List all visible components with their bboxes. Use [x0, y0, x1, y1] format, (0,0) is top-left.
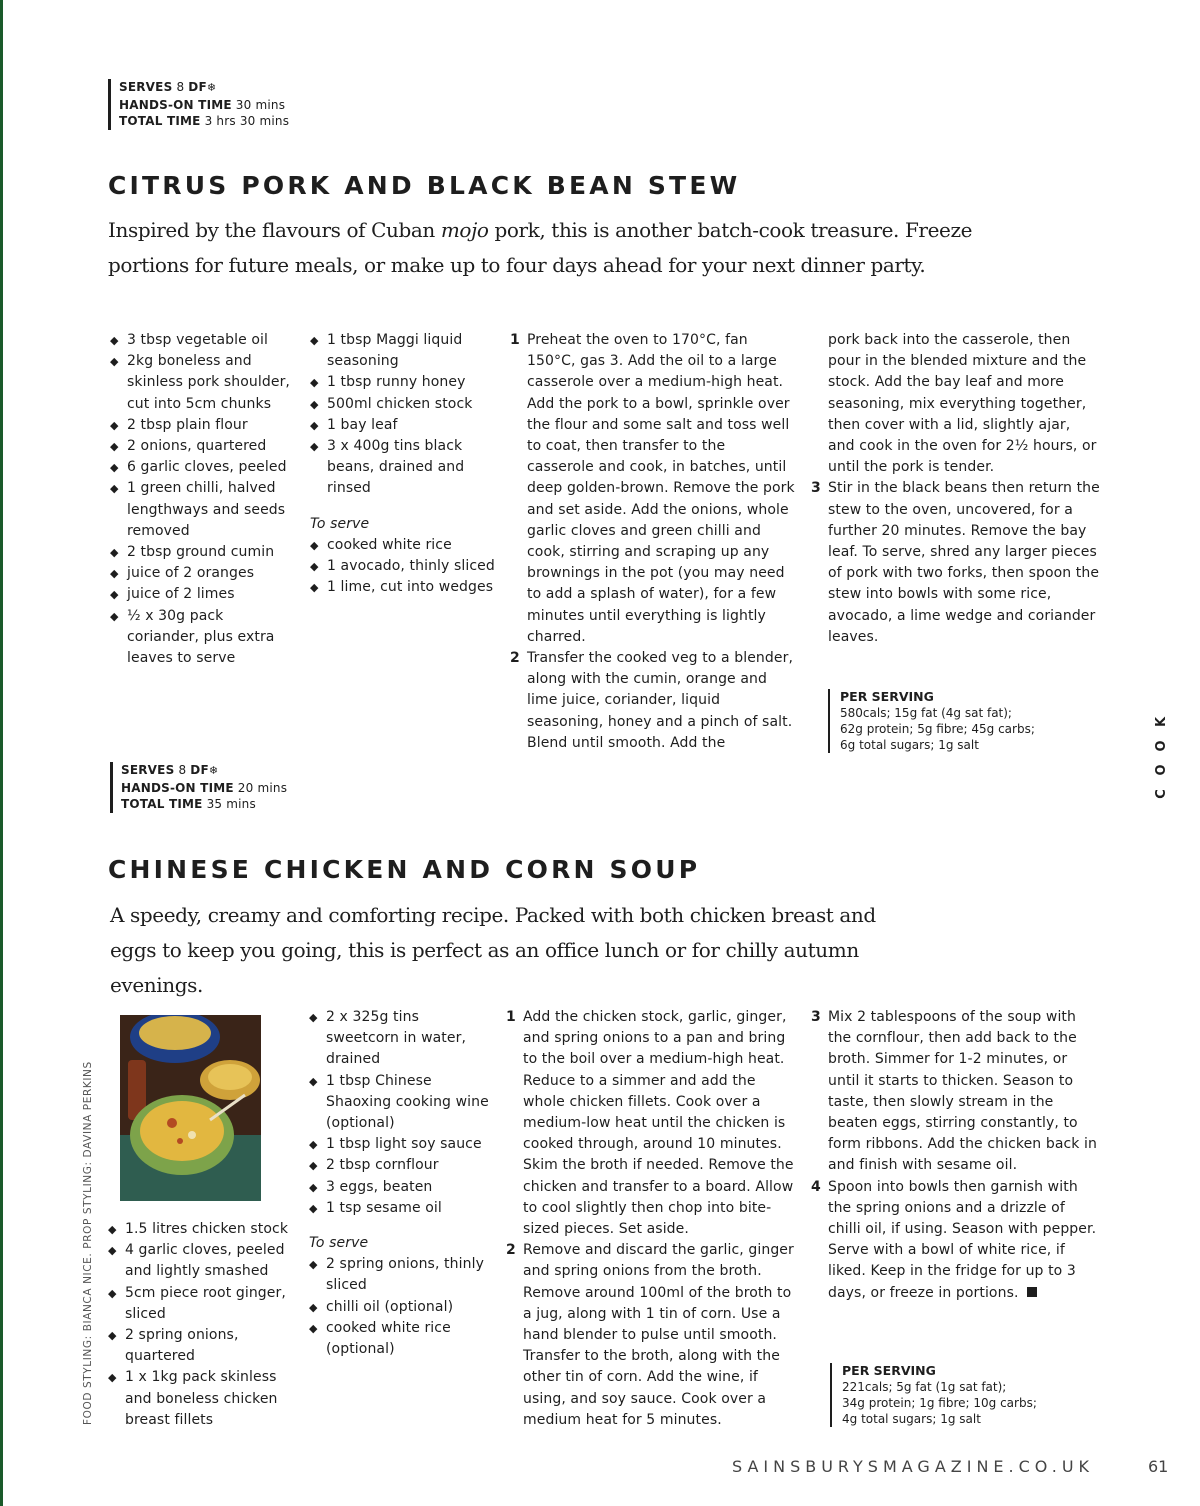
- ingredient-item: ◆ 1 green chilli, halved lengthways and seeds removed: [110, 478, 295, 542]
- footer-website: SAINSBURYSMAGAZINE.CO.UK: [732, 1457, 1095, 1476]
- recipe2-title: CHINESE CHICKEN AND CORN SOUP: [108, 855, 701, 884]
- recipe2-intro: A speedy, creamy and comforting recipe. Packed with both chicken breast and eggs to keep you going, this is perfect as an office lunch or for chilly autumn evenings.: [110, 903, 876, 997]
- photo-credit: FOOD STYLING: BIANCA NICE. PROP STYLING: DAVINA PERKINS: [82, 1061, 94, 1425]
- ingredient-item: ◆ 1 lime, cut into wedges: [310, 577, 495, 598]
- ingredient-item: ◆ 4 garlic cloves, peeled and lightly smashed: [108, 1240, 298, 1282]
- method-step: 2 Remove and discard the garlic, ginger and spring onions from the broth. Remove around 100ml of the broth to a jug, along with 1 tin of corn. Use a hand blender to pulse until smooth. Transfer to the broth, along with the other tin of corn. Add the wine, if using, and soy sauce. Cook over a medium heat for 5 minutes.: [506, 1242, 794, 1428]
- ingredient-item: ◆ 3 tbsp vegetable oil: [110, 330, 295, 351]
- recipe2-meta: SERVES 8 DF❄ HANDS-ON TIME 20 mins TOTAL TIME 35 mins: [110, 762, 287, 813]
- ingredient-item: ◆ 1 tbsp Maggi liquid seasoning: [310, 330, 495, 372]
- ingredient-item: ◆ juice of 2 oranges: [110, 563, 295, 584]
- method-step-continued: pork back into the casserole, then pour in the blended mixture and the stock. Add the bay leaf and more seasoning, mix everything together, then cover with a lid, slightly ajar, and cook in the oven for 2½ hours, or until the pork is tender.: [828, 332, 1097, 476]
- ingredient-item: ◆ juice of 2 limes: [110, 584, 295, 605]
- method-step: 3 Stir in the black beans then return the stew to the oven, uncovered, for a further 20 minutes. Remove the bay leaf. To serve, shred any larger pieces of pork with two forks, then spoon the stew into bowls with some rice, avocado, a lime wedge and coriander leaves.: [811, 480, 1100, 645]
- recipe1-nutrition: PER SERVING 580cals; 15g fat (4g sat fat); 62g protein; 5g fibre; 45g carbs; 6g total sugars; 1g salt: [828, 689, 1035, 753]
- ingredient-item: ◆ cooked white rice: [310, 535, 495, 556]
- ingredient-item: ◆ 2 tbsp ground cumin: [110, 542, 295, 563]
- soup-photo: [120, 1015, 261, 1201]
- method-step: 4 Spoon into bowls then garnish with the spring onions and a drizzle of chilli oil, if using. Season with pepper. Serve with a bowl of white rice, if liked. Keep in the fridge for up to 3 days, or freeze in portions.: [811, 1178, 1097, 1301]
- method-step: 2 Transfer the cooked veg to a blender, along with the cumin, orange and lime juice, coriander, liquid seasoning, honey and a pinch of salt. Blend until smooth. Add the: [510, 650, 793, 751]
- ingredient-item: ◆ 3 x 400g tins black beans, drained and rinsed: [310, 436, 495, 500]
- ingredient-item: ◆ 1.5 litres chicken stock: [108, 1219, 298, 1240]
- recipe2-method-col2: [811, 1007, 1101, 1304]
- ingredient-item: ◆ 1 tbsp light soy sauce: [309, 1134, 494, 1155]
- method-step: 1 Add the chicken stock, garlic, ginger, and spring onions to a pan and bring to the boil over a medium-high heat. Reduce to a simmer and add the whole chicken fillets. Cook over a medium-low heat until the chicken is cooked through, around 10 minutes. Skim the broth if needed. Remove the chicken and transfer to a board. Allow to cool slightly then chop into bite-sized pieces. Set aside.: [506, 1009, 794, 1238]
- ingredient-item: ◆ 1 x 1kg pack skinless and boneless chicken breast fillets: [108, 1367, 298, 1431]
- ingredient-item: ◆ 1 tbsp Chinese Shaoxing cooking wine (optional): [309, 1071, 494, 1135]
- ingredient-item: ◆ 1 bay leaf: [310, 415, 495, 436]
- ingredient-item: ◆ 2kg boneless and skinless pork shoulder, cut into 5cm chunks: [110, 351, 295, 415]
- section-tab-cook: K O O C: [1154, 716, 1169, 799]
- ingredient-item: ◆ cooked white rice (optional): [309, 1318, 494, 1360]
- ingredient-item: ◆ 6 garlic cloves, peeled: [110, 457, 295, 478]
- ingredient-item: ◆ 2 x 325g tins sweetcorn in water, drained: [309, 1007, 494, 1071]
- page-number: 61: [1148, 1457, 1169, 1476]
- recipe2-ingredients-col1: [108, 1219, 298, 1431]
- page-edge-rule: [0, 0, 3, 1506]
- ingredient-item: ◆ ½ x 30g pack coriander, plus extra leaves to serve: [110, 606, 295, 670]
- recipe2-method-col1: [506, 1007, 796, 1431]
- ingredient-item: ◆ chilli oil (optional): [309, 1297, 494, 1318]
- ingredient-item: ◆ 1 tsp sesame oil: [309, 1198, 494, 1219]
- recipe1-title: CITRUS PORK AND BLACK BEAN STEW: [108, 171, 741, 200]
- ingredient-item: ◆ 1 avocado, thinly sliced: [310, 556, 495, 577]
- ingredient-item: ◆ 5cm piece root ginger, sliced: [108, 1283, 298, 1325]
- ingredient-item: ◆ 2 tbsp plain flour: [110, 415, 295, 436]
- ingredient-item: ◆ 2 spring onions, thinly sliced: [309, 1254, 494, 1296]
- recipe1-intro: Inspired by the flavours of Cuban mojo pork, this is another batch-cook treasure. Freeze portions for future meals, or make up to four days ahead for your next dinner party.: [108, 218, 973, 277]
- ingredient-item: ◆ 500ml chicken stock: [310, 394, 495, 415]
- ingredient-item: ◆ 3 eggs, beaten: [309, 1177, 494, 1198]
- ingredient-item: ◆ 2 tbsp cornflour: [309, 1155, 494, 1176]
- recipe2-nutrition: PER SERVING 221cals; 5g fat (1g sat fat); 34g protein; 1g fibre; 10g carbs; 4g total sugars; 1g salt: [830, 1363, 1037, 1427]
- ingredient-item: ◆ 1 tbsp runny honey: [310, 372, 495, 393]
- recipe1-ingredients-col2: [310, 330, 495, 598]
- recipe1-method-col1: [510, 330, 795, 754]
- recipe2-ingredients-col2: [309, 1007, 494, 1360]
- to-serve-label: To serve: [309, 1235, 369, 1252]
- snowflake-icon: ❄: [208, 764, 219, 777]
- to-serve-label: To serve: [310, 515, 370, 532]
- method-step: 1 Preheat the oven to 170°C, fan 150°C, gas 3. Add the oil to a large casserole over a medium-high heat. Add the pork to a bowl, sprinkle over the flour and some salt and toss well to coat, then transfer to the casserole and cook, in batches, until deep golden-brown. Remove the pork and set aside. Add the onions, whole garlic cloves and green chilli and cook, stirring and scraping up any brownings in the pot (you may need to add a splash of water), for a few minutes until everything is lightly charred.: [510, 332, 795, 645]
- ingredient-item: ◆ 2 spring onions, quartered: [108, 1325, 298, 1367]
- recipe1-meta: SERVES 8 DF❄ HANDS-ON TIME 30 mins TOTAL TIME 3 hrs 30 mins: [108, 79, 289, 130]
- recipe1-method-col2: [811, 330, 1101, 648]
- snowflake-icon: ❄: [206, 81, 217, 94]
- ingredient-item: ◆ 2 onions, quartered: [110, 436, 295, 457]
- method-step: 3 Mix 2 tablespoons of the soup with the cornflour, then add back to the broth. Simmer for 1-2 minutes, or until it starts to thicken. Season to taste, then slowly stream in the beaten eggs, stirring constantly, to form ribbons. Add the chicken back in and finish with sesame oil.: [811, 1009, 1098, 1174]
- end-of-article-mark: [1027, 1287, 1037, 1297]
- recipe1-ingredients-col1: [110, 330, 295, 669]
